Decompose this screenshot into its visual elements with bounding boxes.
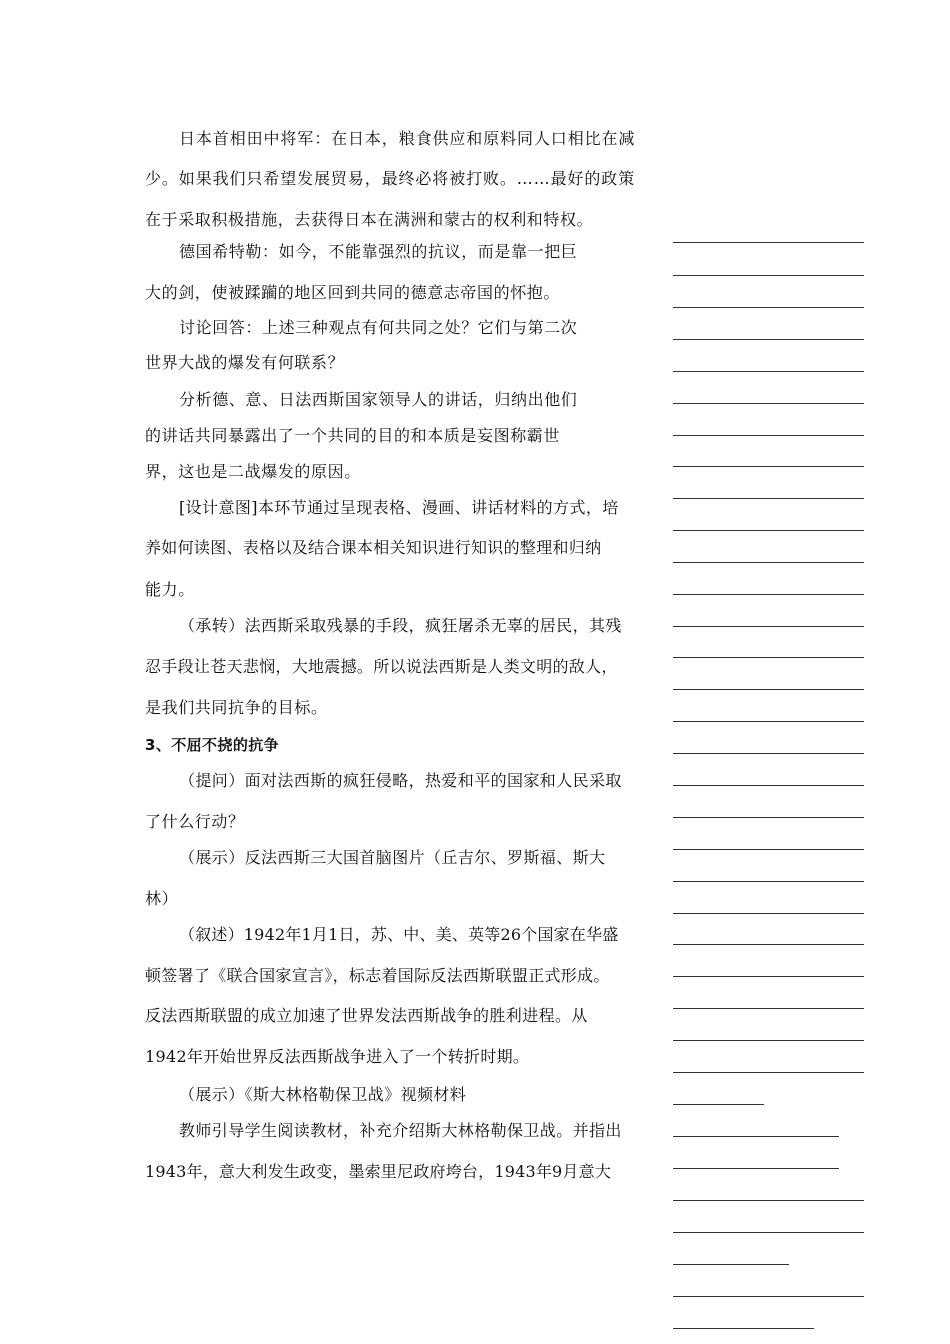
section-heading: 3、不屈不挠的抗争 <box>145 736 280 754</box>
note-rule-line <box>673 466 864 467</box>
text-line: 日本首相田中将军：在日本，粮食供应和原料同人口相比在减 <box>179 129 636 148</box>
text-line: 的讲话共同暴露出了一个共同的目的和本质是妄图称霸世 <box>145 426 561 445</box>
text-line: 少。如果我们只希望发展贸易，最终必将被打败。……最好的政策 <box>145 169 636 188</box>
note-rule-line <box>673 817 864 818</box>
note-rule-line <box>673 435 864 436</box>
note-rule-line <box>673 1296 864 1297</box>
note-rule-line <box>673 1072 864 1073</box>
note-rule-line <box>673 913 864 914</box>
note-rule-line <box>673 242 864 243</box>
note-rule-line <box>673 339 864 340</box>
text-line: 世界大战的爆发有何联系？ <box>145 353 345 372</box>
text-line: （承转）法西斯采取残暴的手段，疯狂屠杀无辜的居民，其残 <box>179 616 622 635</box>
note-rule-line <box>673 275 864 276</box>
text-line: [设计意图]本环节通过呈现表格、漫画、讲话材料的方式，培 <box>179 498 619 517</box>
note-rule-line <box>673 689 864 690</box>
text-line: 林） <box>145 889 179 908</box>
text-line: 德国希特勒：如今，不能靠强烈的抗议，而是靠一把巨 <box>179 242 578 261</box>
text-line: （展示）《斯大林格勒保卫战》视频材料 <box>179 1085 467 1104</box>
text-line: 界，这也是二战爆发的原因。 <box>145 462 361 481</box>
text-line: 在于采取积极措施，去获得日本在满洲和蒙古的权利和特权。 <box>145 210 594 229</box>
note-rule-line <box>673 881 864 882</box>
text-line: 顿签署了《联合国家宣言》，标志着国际反法西斯联盟正式形成。 <box>145 966 610 985</box>
text-line: 了什么行动？ <box>145 812 245 831</box>
note-rule-line <box>673 626 864 627</box>
note-rule-line <box>673 1168 839 1169</box>
note-rule-line <box>673 1008 864 1009</box>
note-rule-line <box>673 785 864 786</box>
text-line: 大的剑，使被蹂躏的地区回到共同的德意志帝国的怀抱。 <box>145 283 561 302</box>
note-rule-line <box>673 1264 789 1265</box>
text-line: 分析德、意、日法西斯国家领导人的讲话，归纳出他们 <box>179 390 578 409</box>
note-rule-line <box>673 849 864 850</box>
note-rule-line <box>673 371 864 372</box>
note-rule-line <box>673 307 864 308</box>
note-rule-line <box>673 594 864 595</box>
note-rule-line <box>673 1328 814 1329</box>
text-line: 养如何读图、表格以及结合课本相关知识进行知识的整理和归纳 <box>145 538 602 557</box>
note-rule-line <box>673 498 864 499</box>
note-rule-line <box>673 1040 864 1041</box>
note-rule-line <box>673 1136 839 1137</box>
note-rule-line <box>673 976 864 977</box>
note-rule-line <box>673 530 864 531</box>
note-rule-line <box>673 1232 864 1233</box>
text-line: 能力。 <box>145 580 195 599</box>
note-rule-line <box>673 1104 764 1105</box>
text-line: （展示）反法西斯三大国首脑图片（丘吉尔、罗斯福、斯大 <box>179 848 606 867</box>
note-rule-line <box>673 1200 864 1201</box>
text-line: 讨论回答：上述三种观点有何共同之处？它们与第二次 <box>179 318 578 337</box>
note-rule-line <box>673 562 864 563</box>
text-line: 教师引导学生阅读教材，补充介绍斯大林格勒保卫战。并指出 <box>179 1121 622 1140</box>
text-line: 反法西斯联盟的成立加速了世界发法西斯战争的胜利进程。从 <box>145 1006 588 1025</box>
note-rule-line <box>673 721 864 722</box>
text-line: 忍手段让苍天悲悯，大地震撼。所以说法西斯是人类文明的敌人， <box>145 657 618 676</box>
note-rule-line <box>673 403 864 404</box>
note-rule-line <box>673 753 864 754</box>
note-rule-line <box>673 657 864 658</box>
note-rule-line <box>673 944 864 945</box>
text-line: 1943年，意大利发生政变，墨索里尼政府垮台，1943年9月意大 <box>145 1162 612 1181</box>
text-line: 1942年开始世界反法西斯战争进入了一个转折时期。 <box>145 1047 530 1066</box>
text-line: （叙述）1942年1月1日，苏、中、美、英等26个国家在华盛 <box>179 925 619 944</box>
text-line: （提问）面对法西斯的疯狂侵略，热爱和平的国家和人民采取 <box>179 771 622 790</box>
text-line: 是我们共同抗争的目标。 <box>145 698 328 717</box>
